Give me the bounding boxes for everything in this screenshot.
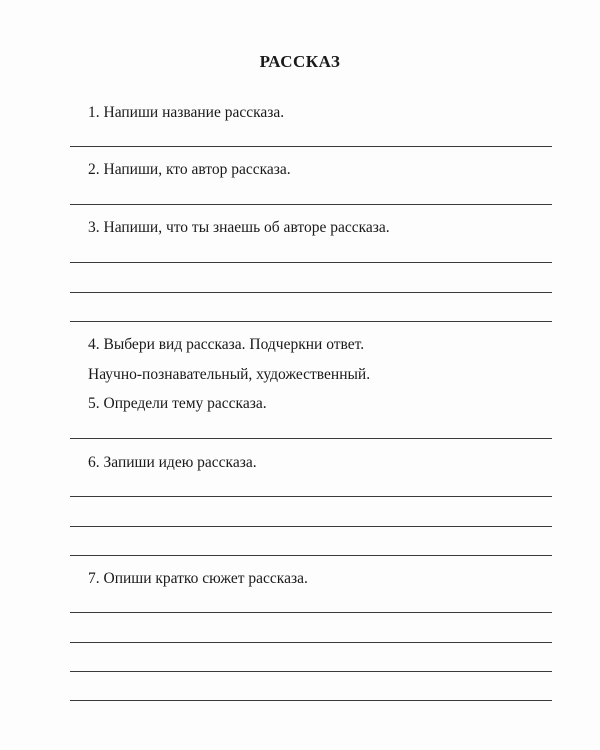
answer-line-q7-1[interactable]: [70, 612, 552, 613]
question-4-options[interactable]: Научно-познавательный, художественный.: [88, 366, 371, 383]
question-5: 5. Определи тему рассказа.: [88, 395, 267, 412]
answer-line-q3-3[interactable]: [70, 321, 552, 322]
question-7: 7. Опиши кратко сюжет рассказа.: [88, 570, 308, 587]
answer-line-q6-1[interactable]: [70, 496, 552, 497]
answer-line-q3-2[interactable]: [70, 292, 552, 293]
question-3: 3. Напиши, что ты знаешь об авторе рассказа.: [88, 219, 390, 236]
answer-line-q7-4[interactable]: [70, 700, 552, 701]
question-2: 2. Напиши, кто автор рассказа.: [88, 161, 291, 178]
answer-line-q5-1[interactable]: [70, 438, 552, 439]
answer-line-q3-1[interactable]: [70, 262, 552, 263]
answer-line-q7-3[interactable]: [70, 671, 552, 672]
question-4: 4. Выбери вид рассказа. Подчеркни ответ.: [88, 336, 365, 353]
question-6: 6. Запиши идею рассказа.: [88, 454, 257, 471]
answer-line-q6-3[interactable]: [70, 555, 552, 556]
answer-line-q2-1[interactable]: [70, 204, 552, 205]
answer-line-q6-2[interactable]: [70, 526, 552, 527]
answer-line-q7-2[interactable]: [70, 642, 552, 643]
answer-line-q1-1[interactable]: [70, 146, 552, 147]
question-1: 1. Напиши название рассказа.: [88, 104, 285, 121]
page-title: РАССКАЗ: [259, 52, 341, 71]
